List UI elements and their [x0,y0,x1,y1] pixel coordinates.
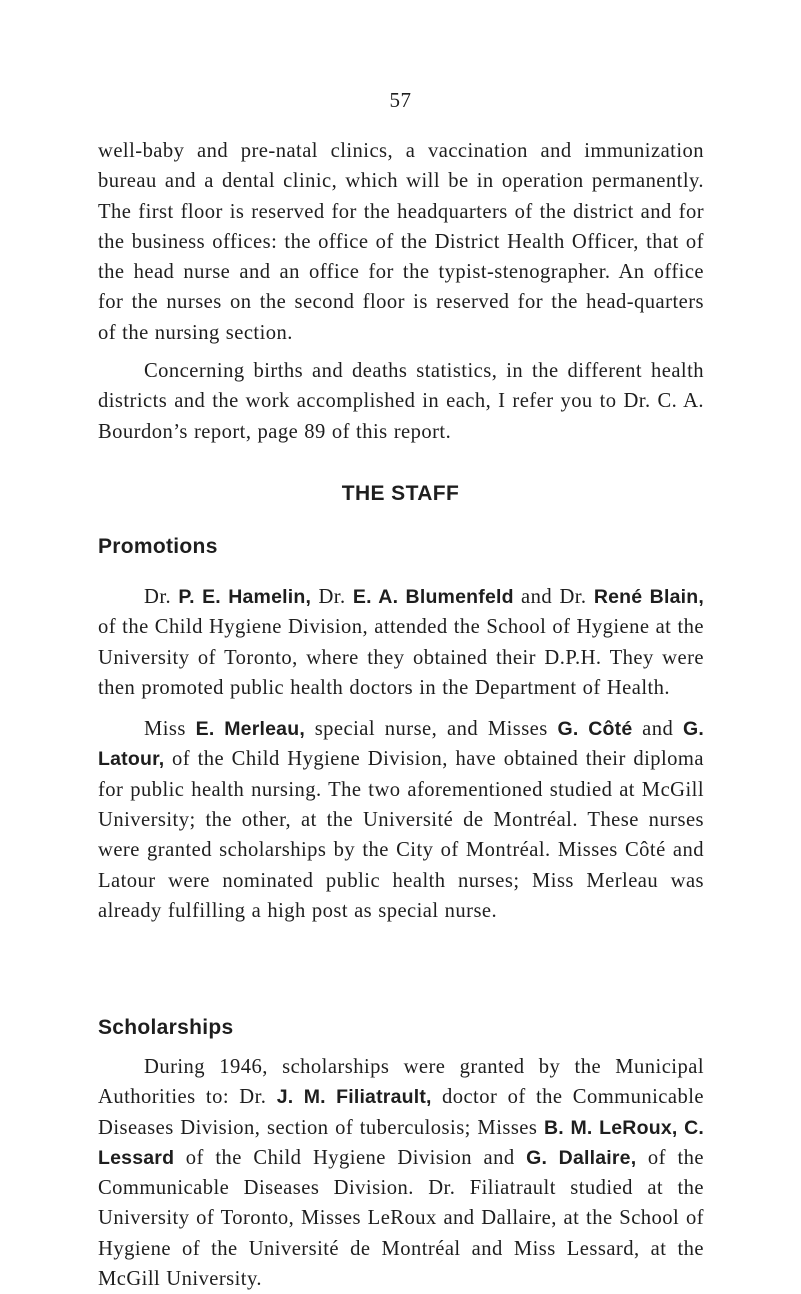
text-run: of the Child Hygiene Division, have obtained their diploma for public health nursing. The two aforementioned studied at McGill University; the other, at the Université de Montréal. These nurses were granted scholarships by the City of Montréal. Misses Côté and Latour were nominated public health nurses; Miss Merleau was already fulfilling a high post as special nurse. [98,748,704,922]
text-run: Dr. [311,586,353,608]
person-name: P. E. Hamelin, [178,586,312,608]
promotions-paragraph-nurses [98,714,704,926]
person-name: E. A. Blumenfeld [352,586,514,608]
text-run: Dr. [144,586,179,608]
staff-heading: THE STAFF [341,482,460,505]
intro-paragraph: well-baby and pre-natal clinics, a vaccination and immunization bureau and a dental clinic, which will be in operation permanently. The first floor is reserved for the headquarters of the district and for the business offices: the office of the District Health Officer, that of the head nurse and an office for the typist-stenographer. An office for the nurses on the second floor is reserved for the head-quarters of the nursing section. [98,140,704,344]
scholarships-heading: Scholarships [98,1016,234,1039]
intro-section [98,136,704,447]
text-run: During 1946, scholarships were granted by the Municipal Authorities to: Dr. [98,1056,704,1109]
person-name: G. Côté [557,718,633,741]
text-run: of the Child Hygiene Division and [174,1146,527,1169]
text-run: and Dr. [513,586,594,608]
text-run: special nurse, and Misses [304,718,558,741]
promotions-paragraph-doctors [98,582,704,703]
page-number: 57 [389,88,412,112]
scholarships-section [98,1052,704,1294]
person-name: E. Merleau, [195,718,305,741]
promotions-section [98,582,704,926]
scholarships-paragraph [98,1052,704,1294]
text-run: Miss [144,718,196,741]
person-name: C. Lessard [98,1116,704,1169]
text-run: of the Child Hygiene Division, attended the School of Hygiene at the University of Toronto, where they obtained their D.P.H. They were then promoted public health doctors in the Department of Health. [98,616,704,699]
person-name: J. M. Filiatrault, [276,1086,432,1109]
text-run: of the Communicable Diseases Division. Dr. Filiatrault studied at the University of Toronto, Misses LeRoux and Dallaire, at the School of Hygiene of the Université de Montréal and Miss Lessard, at the McGill University. [98,1146,705,1291]
person-name: G. Latour, [98,718,704,771]
text-run: and [632,718,683,741]
person-name: G. Dallaire, [526,1146,637,1169]
text-run: doctor of the Communicable Diseases Division, section of tuberculosis; Misses [98,1086,704,1139]
person-name: René Blain, [593,586,704,608]
promotions-heading: Promotions [98,535,218,558]
statistics-paragraph: Concerning births and deaths statistics, in the different health districts and the work accomplished in each, I refer you to Dr. C. A. Bourdon’s report, page 89 of this report. [98,360,704,443]
person-name: B. M. LeRoux, [543,1116,678,1139]
